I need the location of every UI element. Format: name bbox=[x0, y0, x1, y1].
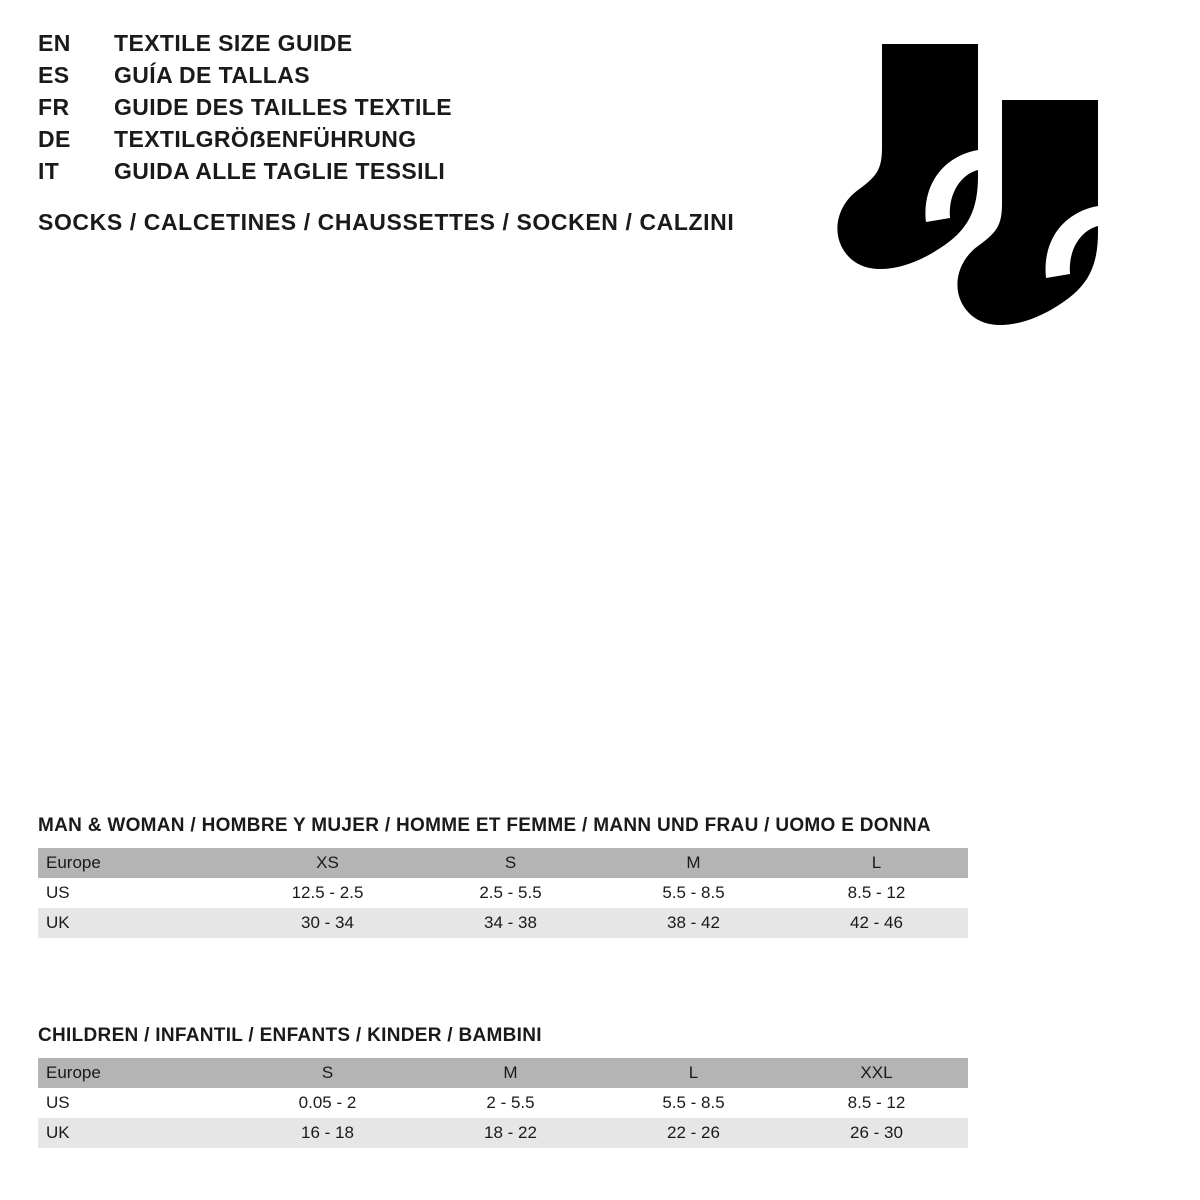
cell: 30 - 34 bbox=[236, 908, 419, 938]
language-row-de bbox=[38, 126, 798, 158]
cell: 38 - 42 bbox=[602, 908, 785, 938]
table-row bbox=[38, 848, 968, 878]
size-guide-header bbox=[38, 30, 798, 236]
cell: 0.05 - 2 bbox=[236, 1088, 419, 1118]
row-label: UK bbox=[38, 908, 236, 938]
cell: 12.5 - 2.5 bbox=[236, 878, 419, 908]
language-row-es bbox=[38, 62, 798, 94]
adult-size-section bbox=[38, 815, 968, 938]
table-row bbox=[38, 1118, 968, 1148]
row-label: US bbox=[38, 1088, 236, 1118]
cell: XS bbox=[236, 848, 419, 878]
language-title: GUIDE DES TAILLES TEXTILE bbox=[114, 94, 452, 120]
children-size-table bbox=[38, 1058, 968, 1148]
children-section-title: CHILDREN / INFANTIL / ENFANTS / KINDER / BAMBINI bbox=[38, 1025, 542, 1046]
row-label: Europe bbox=[38, 848, 236, 878]
socks-icon bbox=[810, 30, 1140, 360]
product-category-title: SOCKS / CALCETINES / CHAUSSETTES / SOCKEN / CALZINI bbox=[38, 209, 735, 235]
cell: 2 - 5.5 bbox=[419, 1088, 602, 1118]
table-row bbox=[38, 908, 968, 938]
cell: 22 - 26 bbox=[602, 1118, 785, 1148]
language-title: TEXTILE SIZE GUIDE bbox=[114, 30, 353, 56]
cell: L bbox=[602, 1058, 785, 1088]
cell: 5.5 - 8.5 bbox=[602, 1088, 785, 1118]
language-row-fr bbox=[38, 94, 798, 126]
row-label: UK bbox=[38, 1118, 236, 1148]
children-size-section bbox=[38, 1025, 968, 1148]
language-title: GUÍA DE TALLAS bbox=[114, 62, 310, 88]
row-label: Europe bbox=[38, 1058, 236, 1088]
cell: XXL bbox=[785, 1058, 968, 1088]
cell: M bbox=[602, 848, 785, 878]
cell: 18 - 22 bbox=[419, 1118, 602, 1148]
cell: 8.5 - 12 bbox=[785, 878, 968, 908]
language-code: IT bbox=[38, 158, 60, 184]
language-code: EN bbox=[38, 30, 71, 56]
language-code: FR bbox=[38, 94, 70, 120]
language-code: ES bbox=[38, 62, 70, 88]
cell: 34 - 38 bbox=[419, 908, 602, 938]
cell: 16 - 18 bbox=[236, 1118, 419, 1148]
cell: 5.5 - 8.5 bbox=[602, 878, 785, 908]
table-row bbox=[38, 1088, 968, 1118]
cell: L bbox=[785, 848, 968, 878]
adult-section-title: MAN & WOMAN / HOMBRE Y MUJER / HOMME ET FEMME / MANN UND FRAU / UOMO E DONNA bbox=[38, 815, 931, 836]
cell: 26 - 30 bbox=[785, 1118, 968, 1148]
cell: 42 - 46 bbox=[785, 908, 968, 938]
cell: S bbox=[236, 1058, 419, 1088]
language-title: GUIDA ALLE TAGLIE TESSILI bbox=[114, 158, 446, 184]
cell: M bbox=[419, 1058, 602, 1088]
row-label: US bbox=[38, 878, 236, 908]
language-title: TEXTILGRÖẞENFÜHRUNG bbox=[114, 126, 417, 152]
cell: S bbox=[419, 848, 602, 878]
language-row-en bbox=[38, 30, 798, 62]
language-code: DE bbox=[38, 126, 71, 152]
cell: 8.5 - 12 bbox=[785, 1088, 968, 1118]
table-row bbox=[38, 1058, 968, 1088]
language-row-it bbox=[38, 158, 798, 190]
adult-size-table bbox=[38, 848, 968, 938]
cell: 2.5 - 5.5 bbox=[419, 878, 602, 908]
table-row bbox=[38, 878, 968, 908]
